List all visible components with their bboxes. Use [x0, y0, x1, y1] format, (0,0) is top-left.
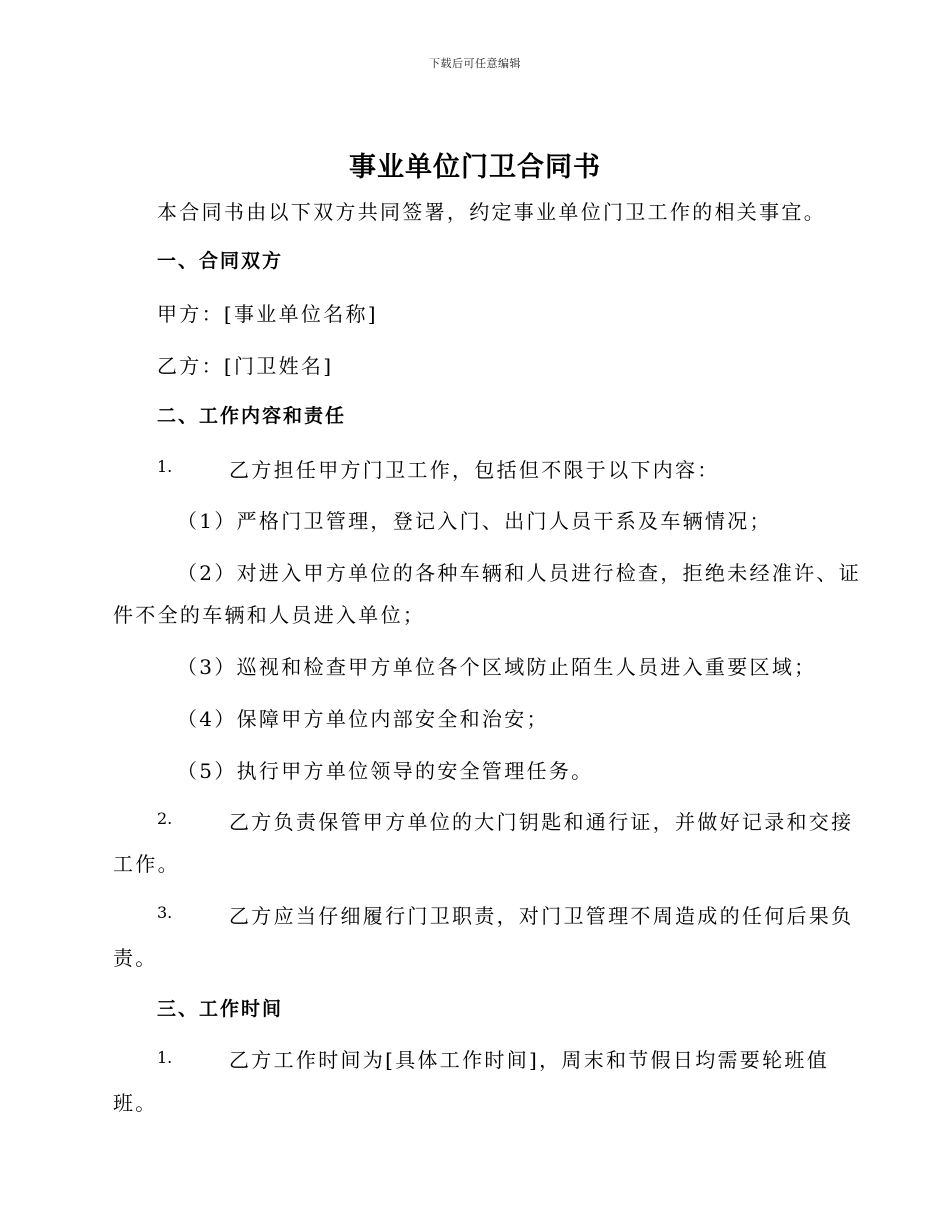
party-a-line: 甲方：[事业单位名称]	[157, 302, 378, 326]
duty-subitem-5: （5）执行甲方单位领导的安全管理任务。	[177, 759, 594, 783]
intro-paragraph: 本合同书由以下双方共同签署，约定事业单位门卫工作的相关事宜。	[157, 200, 826, 224]
item-number: 1.	[157, 457, 173, 476]
duty-item-2-line2: 工作。	[113, 852, 180, 876]
header-note: 下载后可任意编辑	[429, 57, 521, 70]
item-number: 3.	[157, 903, 173, 922]
duty-subitem-1: （1）严格门卫管理，登记入门、出门人员干系及车辆情况；	[177, 509, 772, 533]
item-number: 2.	[157, 809, 173, 828]
duty-subitem-4: （4）保障甲方单位内部安全和治安；	[177, 707, 549, 731]
duty-item-1-text: 乙方担任甲方门卫工作，包括但不限于以下内容：	[229, 458, 720, 482]
duty-subitem-2-line2: 件不全的车辆和人员进入单位；	[113, 603, 426, 627]
section-heading-duties: 二、工作内容和责任	[157, 405, 347, 427]
duty-item-3-line2: 责。	[113, 946, 158, 970]
item-number: 1.	[157, 1048, 173, 1067]
duty-subitem-3: （3）巡视和检查甲方单位各个区域防止陌生人员进入重要区域；	[177, 655, 817, 679]
hours-item-1-line1: 乙方工作时间为[具体工作时间]，周末和节假日均需要轮班值	[229, 1048, 830, 1072]
duty-item-3-line1: 乙方应当仔细履行门卫职责，对门卫管理不周造成的任何后果负	[229, 904, 854, 928]
section-heading-work-hours: 三、工作时间	[157, 998, 284, 1020]
hours-item-1-line2: 班。	[113, 1091, 158, 1115]
duty-subitem-2-line1: （2）对进入甲方单位的各种车辆和人员进行检查，拒绝未经准许、证	[177, 561, 862, 585]
section-heading-parties: 一、合同双方	[157, 250, 284, 272]
party-b-line: 乙方：[门卫姓名]	[157, 354, 334, 378]
document-title: 事业单位门卫合同书	[349, 152, 601, 183]
duty-item-2-line1: 乙方负责保管甲方单位的大门钥匙和通行证，并做好记录和交接	[229, 810, 854, 834]
